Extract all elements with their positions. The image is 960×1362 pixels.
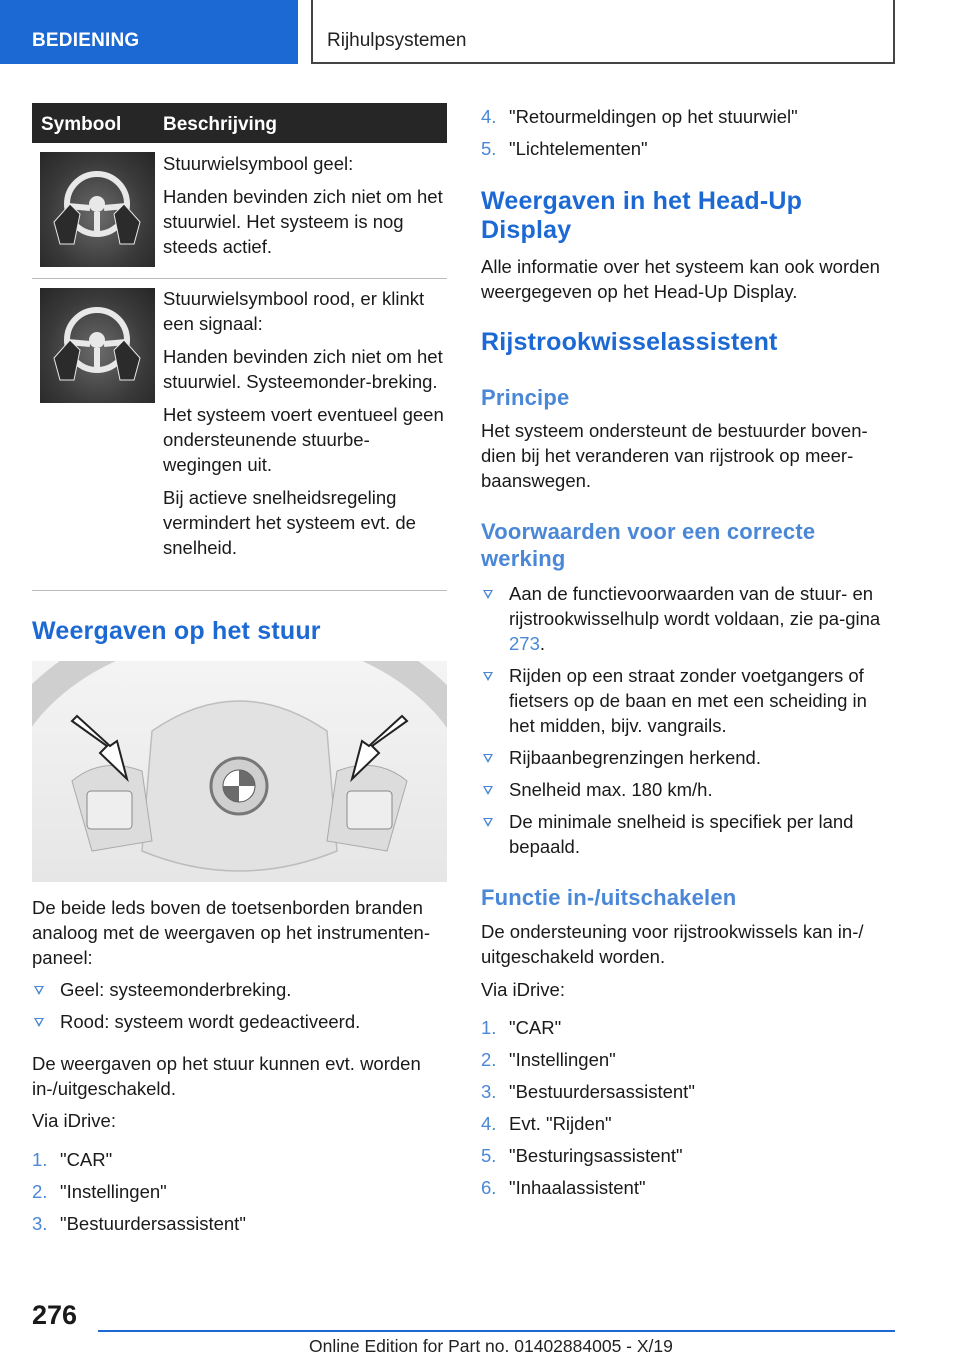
triangle-bullet-icon (483, 818, 493, 827)
hud-paragraph: Alle informatie over het systeem kan ook worden weergegeven op het Head-Up Display. (481, 256, 880, 302)
heading-principle: Principe (481, 385, 570, 410)
list-item: Aan de functievoorwaarden van de stuur- en rijstrookwisselhulp wordt voldaan, zie pa-gina 273. (481, 581, 896, 656)
via-idrive-left: Via iDrive: (32, 1110, 116, 1131)
list-item: 5. "Lichtelementen" (481, 138, 648, 159)
symbol-table-header (32, 103, 447, 143)
page-link[interactable]: 273 (509, 633, 540, 654)
list-item: 3. "Bestuurdersassistent" (481, 1081, 695, 1102)
footer-divider (98, 1330, 895, 1332)
edition-footer: Online Edition for Part no. 01402884005 - X/19 (309, 1336, 673, 1356)
heading-lane-change-assistant: Rijstrookwisselassistent (481, 328, 778, 356)
conditions-list (481, 581, 896, 866)
led-color-list (32, 977, 447, 1041)
row2-desc3: Bij actieve snelheidsregeling vermindert het systeem evt. de snelheid. (163, 487, 416, 558)
list-item: 4. Evt. "Rijden" (481, 1113, 612, 1134)
list-item: 1. "CAR" (481, 1017, 562, 1038)
heading-steering-displays: Weergaven op het stuur (32, 617, 321, 645)
toggle-paragraph: De ondersteuning voor rijstrookwissels kan in-/ uitgeschakeld worden. (481, 921, 864, 967)
list-item: 3. "Bestuurdersassistent" (32, 1213, 246, 1234)
chapter-title: Rijhulpsystemen (327, 30, 467, 51)
list-item: 5. "Besturingsassistent" (481, 1145, 683, 1166)
chapter-tab (311, 0, 895, 64)
principle-paragraph: Het systeem ondersteunt de bestuurder boven-dien bij het veranderen van rijstrook op meer-baanswegen. (481, 420, 868, 491)
triangle-bullet-icon (483, 672, 493, 681)
column-header-symbol: Symbool (41, 114, 122, 135)
list-item: Rood: systeem wordt gedeactiveerd. (32, 1009, 447, 1034)
page-number: 276 (32, 1300, 78, 1330)
row2-desc2: Het systeem voert eventueel geen ondersteunende stuurbe-wegingen uit. (163, 404, 444, 475)
heading-toggle-function: Functie in-/uitschakelen (481, 885, 737, 910)
section-tab (0, 0, 298, 64)
list-item: De minimale snelheid is specifiek per land bepaald. (481, 809, 896, 859)
list-item: Rijbaanbegrenzingen herkend. (481, 745, 896, 770)
row1-title: Stuurwielsymbool geel: (163, 153, 354, 174)
steering-wheel-red-icon (40, 288, 155, 403)
heading-conditions: Voorwaarden voor een correcte werking (481, 519, 816, 571)
idrive-steps-left (32, 1147, 447, 1243)
row2-desc1: Handen bevinden zich niet om het stuurwiel. Systeemonder-breking. (163, 346, 443, 392)
leds-paragraph: De beide leds boven de toetsenborden branden analoog met de weergaven op het instrumenten-paneel: (32, 897, 431, 968)
column-header-description: Beschrijving (163, 114, 278, 135)
row2-title: Stuurwielsymbool rood, er klinkt een signaal: (163, 288, 425, 334)
idrive-steps-continued (481, 104, 896, 168)
row1-desc: Handen bevinden zich niet om het stuurwiel. Het systeem is nog steeds actief. (163, 186, 443, 257)
section-title: BEDIENING (32, 30, 140, 51)
steering-wheel-photo (32, 661, 447, 882)
idrive-steps-right (481, 1015, 896, 1207)
list-item: Rijden op een straat zonder voetgangers of fietsers op de baan en met een scheiding in het midden, bijv. vangrails. (481, 663, 896, 738)
list-item: Geel: systeemonderbreking. (32, 977, 447, 1002)
list-item: 2. "Instellingen" (32, 1181, 167, 1202)
table-row (32, 143, 447, 279)
steering-wheel-yellow-icon (40, 152, 155, 267)
triangle-bullet-icon (34, 1018, 44, 1027)
triangle-bullet-icon (483, 590, 493, 599)
table-row (32, 278, 447, 591)
list-item: 1. "CAR" (32, 1149, 113, 1170)
list-item: 6. "Inhaalassistent" (481, 1177, 646, 1198)
heading-hud: Weergaven in het Head-Up Display (481, 187, 803, 244)
via-idrive-right: Via iDrive: (481, 979, 565, 1000)
toggle-display-paragraph: De weergaven op het stuur kunnen evt. worden in-/uitgeschakeld. (32, 1053, 421, 1099)
list-item: 4. "Retourmeldingen op het stuurwiel" (481, 106, 798, 127)
triangle-bullet-icon (483, 786, 493, 795)
list-item: 2. "Instellingen" (481, 1049, 616, 1070)
list-item: Snelheid max. 180 km/h. (481, 777, 896, 802)
triangle-bullet-icon (483, 754, 493, 763)
triangle-bullet-icon (34, 986, 44, 995)
